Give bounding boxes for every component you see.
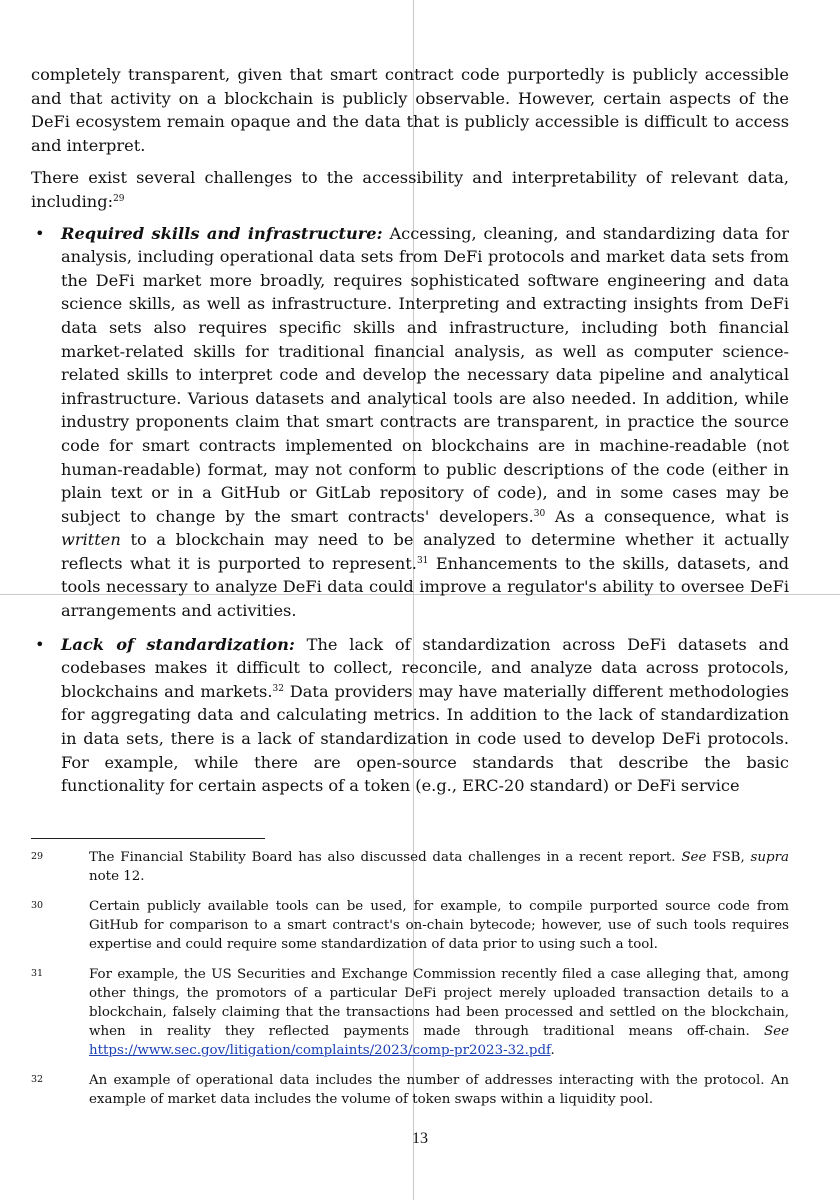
footnote-ref-29[interactable]: 29 bbox=[113, 193, 125, 204]
paragraph-challenges-intro: There exist several challenges to the accessibility and interpretability of relevant data, including:$^{29}$ bbox=[31, 168, 789, 211]
bullet-dot: • bbox=[35, 223, 45, 243]
list-item-lack-of-standardization: • Lack of standardization: The lack of standardization across DeFi datasets and codebases makes it difficult to collect, reconcile, and analyze data across protocols, blockchains and markets.$^{32}$ Data providers may have materially different methodologies for aggregating data and calculating metrics. In addition to the lack of standardization in data sets, there is a lack of standardization in code used to develop DeFi protocols. For example, while there are open-source standards that describe the basic functionality for certain aspects of a token (e.g., ERC-20 standard) or DeFi service bbox=[35, 634, 789, 796]
page-number: 13 bbox=[412, 1130, 428, 1147]
footnote-32: 32 An example of operational data includes the number of addresses interacting with the protocol. An example of market data includes the volume of token swaps within a liquidity pool. bbox=[31, 1071, 789, 1109]
page-body bbox=[31, 63, 789, 808]
footnote-29: 29 The Financial Stability Board has also discussed data challenges in a recent report. See FSB, supra note 12. bbox=[31, 848, 789, 886]
bullet-heading: Required skills and infrastructure: bbox=[61, 223, 383, 243]
paragraph-transparency: completely transparent, given that smart contract code purportedly is publicly accessible and that activity on a blockchain is publicly observable. However, certain aspects of the DeFi ecosystem remain opaque and the data that is publicly accessible is difficult to access and interpret. bbox=[31, 65, 789, 155]
list-item-required-skills: • Required skills and infrastructure: Accessing, cleaning, and standardizing data for analysis, including operational data sets from DeFi protocols and market data sets from the DeFi market more broadly, requires sophisticated software engineering and data science skills, as well as infrastructure. Interpreting and extracting insights from DeFi data sets also requires specific skills and infrastructure, including both financial market-related skills for traditional financial analysis, as well as computer science-related skills to interpret code and develop the necessary data pipeline and analytical infrastructure. Various datasets and analytical tools are also needed. In addition, while industry proponents claim that smart contracts are transparent, in practice the source code for smart contracts implemented on blockchains are in machine-readable (not human-readable) format, may not conform to public descriptions of the code (either in plain text or in a GitHub or GitLab repository of code), and in some cases may be subject to change by the smart contracts' developers.$^{30}$ As a consequence, what is written to a blockchain may need to be analyzed to determine whether it actually reflects what it is purported to represent.$^{31}$ Enhancements to the skills, datasets, and tools necessary to analyze DeFi data could improve a regulator's ability to oversee DeFi arrangements and activities. bbox=[35, 223, 789, 621]
footnote-31: 31 For example, the US Securities and Exchange Commission recently filed a case alleging that, among other things, the promotors of a particular DeFi project merely uploaded transaction details to a blockchain, falsely claiming that the transactions had been processed and settled on the blockchain, when in reality they reflected payments made through traditional means off-chain. See https://www.sec.gov/litigation/complaints/2023/comp-pr2023-32.pdf. bbox=[31, 965, 789, 1060]
bullet-dot: • bbox=[35, 634, 45, 654]
footnote-number: 29 bbox=[31, 851, 44, 862]
footnote-30: 30 Certain publicly available tools can be used, for example, to compile purported source code from GitHub for comparison to a smart contract's on-chain bytecode; however, use of such tools requires expertise and could require some standardization of data prior to using such a tool. bbox=[31, 897, 789, 954]
footnote-number: 32 bbox=[31, 1074, 44, 1085]
footnote-number: 31 bbox=[31, 968, 44, 979]
footnote-ref-30[interactable]: 30 bbox=[533, 508, 546, 519]
footnote-separator bbox=[31, 838, 265, 839]
footnote-ref-31[interactable]: 31 bbox=[416, 555, 429, 566]
challenges-list bbox=[31, 222, 789, 798]
emphasis-written: written bbox=[61, 530, 121, 550]
sec-complaint-link[interactable]: https://www.sec.gov/litigation/complaints/2023/comp-pr2023-32.pdf bbox=[89, 1043, 551, 1058]
footnote-ref-32[interactable]: 32 bbox=[272, 683, 284, 694]
bullet-heading: Lack of standardization: bbox=[61, 634, 295, 654]
footnotes bbox=[31, 848, 789, 1120]
footnote-number: 30 bbox=[31, 900, 44, 911]
